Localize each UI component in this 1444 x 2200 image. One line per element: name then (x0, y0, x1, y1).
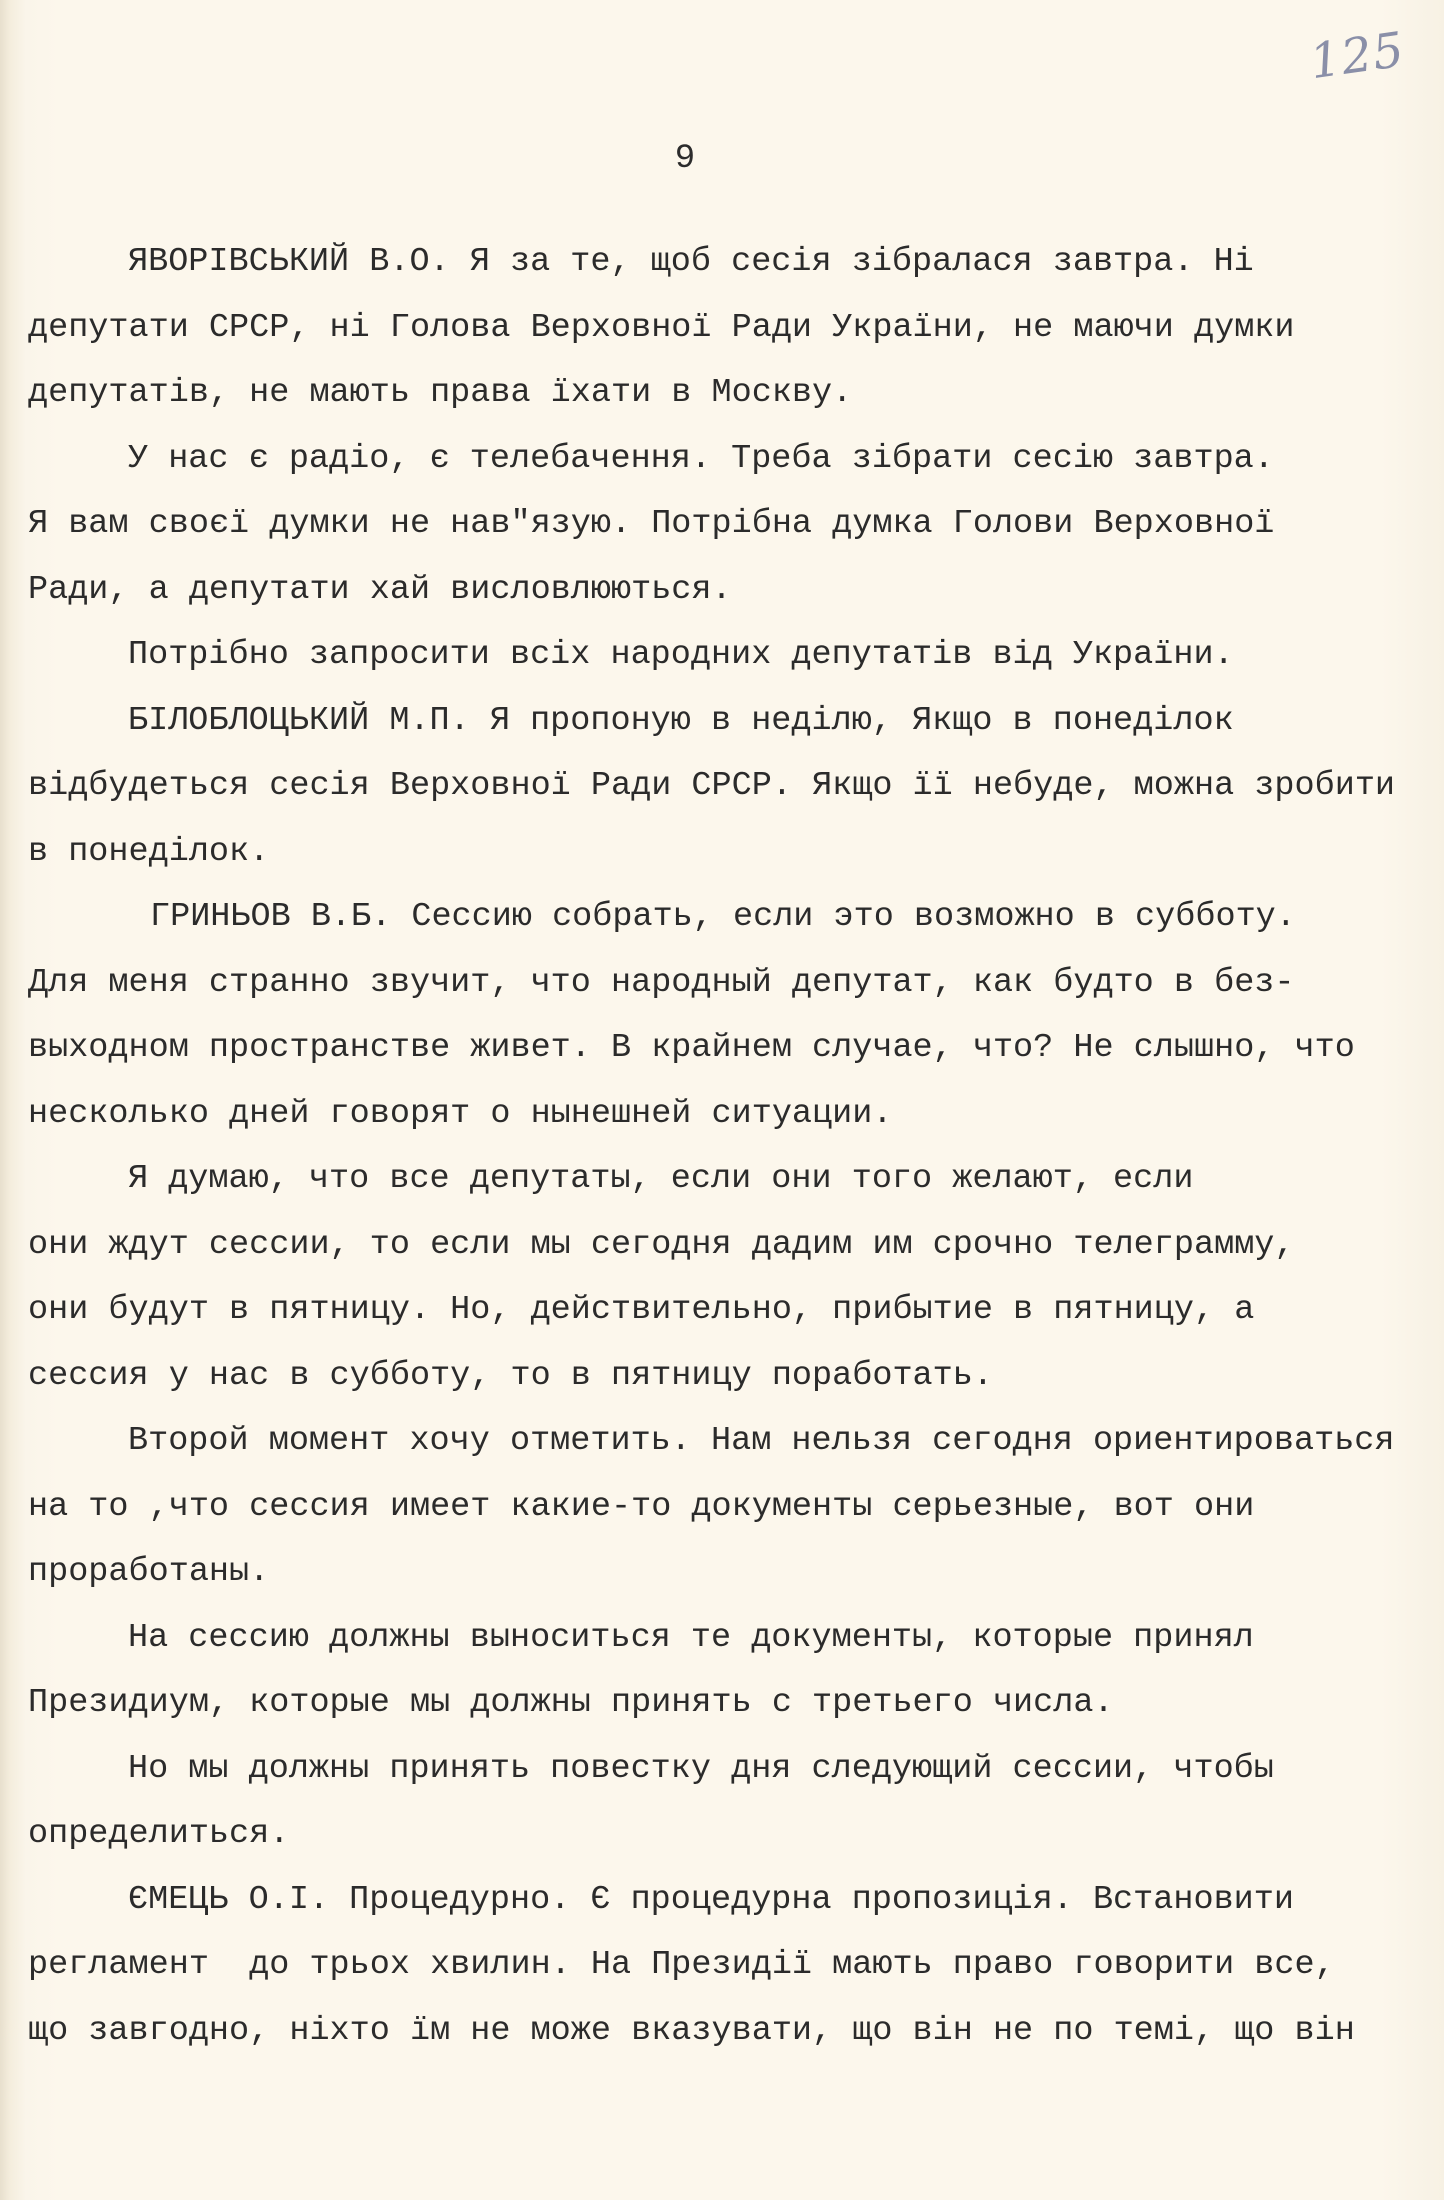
text-line: они будут в пятницу. Но, действительно, прибытие в пятницу, а (28, 1291, 1255, 1329)
text-line: БІЛОБЛОЦЬКИЙ М.П. Я пропоную в неділю, Якщо в понеділок (128, 701, 1234, 740)
text-line: На сессию должны выноситься те документы, которые принял (128, 1618, 1254, 1657)
text-line: ЯВОРІВСЬКИЙ В.О. Я за те, щоб сесія зібралася завтра. Ні (128, 243, 1254, 281)
text-line: Я думаю, что все депутаты, если они того желают, если (128, 1160, 1194, 1198)
text-line: в понеділок. (28, 832, 270, 871)
text-line: проработаны. (28, 1553, 270, 1591)
text-line: Второй момент хочу отметить. Нам нельзя сегодня ориентироваться (128, 1422, 1395, 1460)
text-line: регламент до трьох хвилин. На Президії мають право говорити все, (28, 1946, 1335, 1984)
archive-folio-number: 125 (1306, 21, 1409, 91)
page-number: 9 (674, 140, 696, 178)
text-line: Для меня странно звучит, что народный депутат, как будто в без- (28, 963, 1295, 1002)
text-line: ЄМЕЦЬ О.І. Процедурно. Є процедурна пропозиція. Встановити (128, 1880, 1294, 1919)
transcript-body (28, 230, 1408, 2064)
text-line: У нас є радіо, є телебачення. Треба зібрати сесію завтра. (128, 439, 1274, 478)
text-line: на то ,что сессия имеет какие-то документы серьезные, вот они (28, 1487, 1255, 1526)
text-line: що завгодно, ніхто їм не може вказувати, що він не по темі, що він (28, 2011, 1355, 2050)
text-line: несколько дней говорят о нынешней ситуации. (28, 1094, 893, 1133)
text-line: депутати СРСР, ні Голова Верховної Ради України, не маючи думки (28, 308, 1295, 347)
text-line: Я вам своєї думки не нав"язую. Потрібна думка Голови Верховної (28, 505, 1275, 543)
text-line: Но мы должны принять повестку дня следующий сессии, чтобы (128, 1749, 1274, 1788)
text-line: Президиум, которые мы должны принять с третьего числа. (28, 1684, 1114, 1722)
text-line: выходном пространстве живет. В крайнем случае, что? Не слышно, что (28, 1029, 1355, 1067)
text-line: Ради, а депутати хай висловлюються. (28, 570, 732, 609)
text-line: Потрібно запросити всіх народних депутатів від України. (128, 636, 1234, 674)
text-line: определиться. (28, 1815, 290, 1853)
text-line: они ждут сессии, то если мы сегодня дадим им срочно телеграмму, (28, 1225, 1295, 1264)
text-line: сессия у нас в субботу, то в пятницу поработать. (28, 1356, 993, 1395)
text-line: ГРИНЬОВ В.Б. Сессию собрать, если это возможно в субботу. (150, 898, 1296, 936)
text-line: відбудеться сесія Верховної Ради СРСР. Якщо її небуде, можна зробити (28, 767, 1396, 805)
text-line: депутатів, не мають права їхати в Москву. (28, 374, 853, 412)
